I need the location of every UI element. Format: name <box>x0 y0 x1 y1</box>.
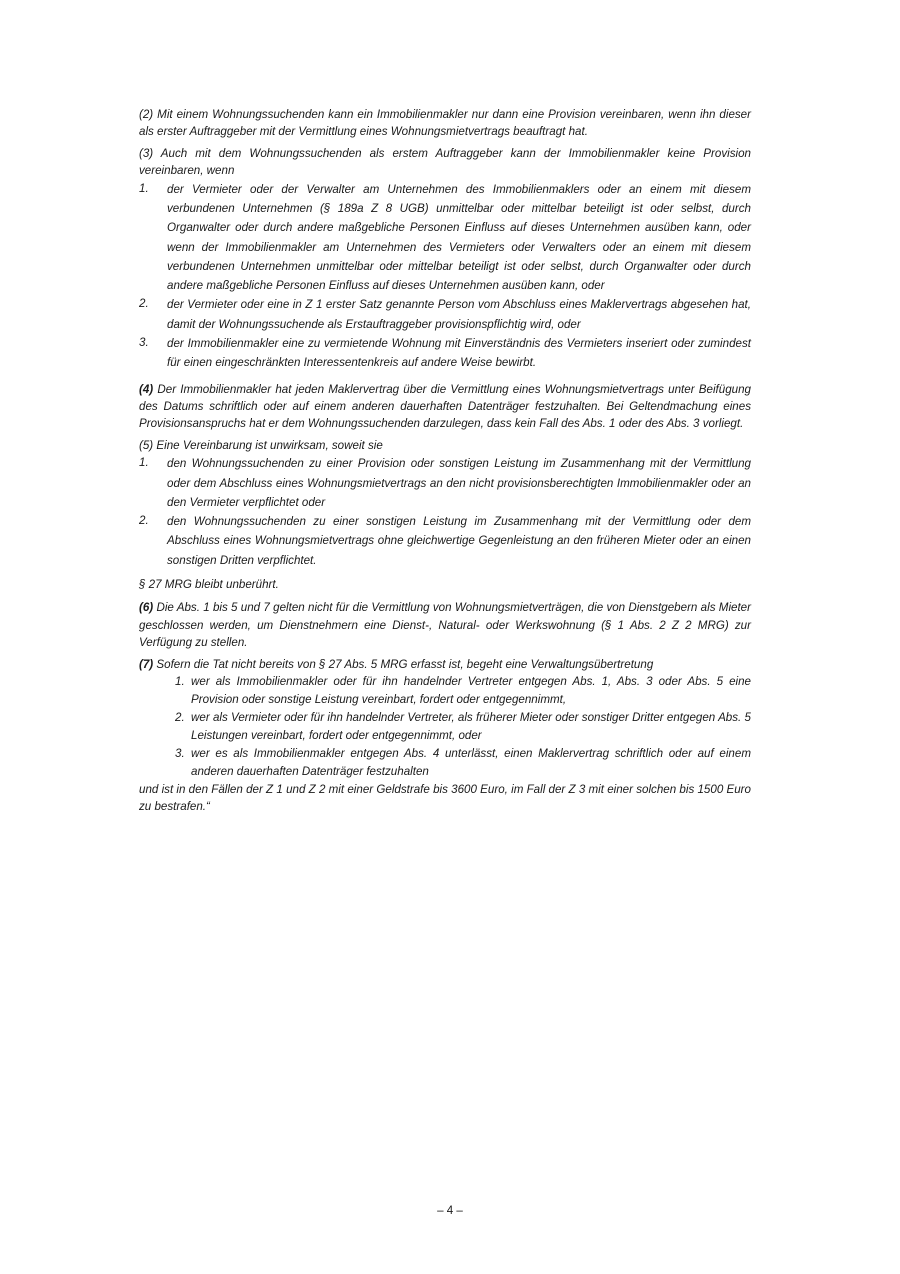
paragraph-6-text: Die Abs. 1 bis 5 und 7 gelten nicht für die Vermittlung von Wohnungsmietverträgen, die von Dienstgebern als Mieter geschlossen werden, um Dienstnehmern eine Dienst-, Natural- oder Werkswohnung (§ 1 Abs. 2 Z 2 MRG) zur Verfügung zu stellen. <box>139 601 751 650</box>
list-item-number: 1. <box>139 456 149 470</box>
list-item-text: der Vermieter oder der Verwalter am Unternehmen des Immobilienmaklers oder an einem mit diesem verbundenen Unternehmen (§ 189a Z 8 UGB) unmittelbar oder mittelbar beteiligt ist oder selbst, durch Organwalter oder durch andere maßgebliche Personen Einfluss auf dieses Unternehmen ausüben kann, oder wenn der Immobilienmakler am Unternehmen des Vermieters oder Verwalters oder an einem mit diesem verbundenen Unternehmen unmittelbar oder mittelbar beteiligt ist oder selbst, durch Organwalter oder durch andere maßgebliche Personen Einfluss auf dieses Unternehmen ausüben kann, oder <box>167 182 751 293</box>
list-item-number: 1. <box>175 675 185 689</box>
list-item <box>139 709 751 745</box>
list-item <box>139 334 751 373</box>
paragraph-4-text: Der Immobilienmakler hat jeden Maklervertrag über die Vermittlung eines Wohnungsmietvertrags unter Beifügung des Datums schriftlich oder auf einem anderen dauerhaften Datenträger festzuhalten. Bei Geltendmachung eines Provisionsanspruchs hat er dem Wohnungssuchenden darzulegen, dass kein Fall des Abs. 1 oder des Abs. 3 vorliegt. <box>139 382 751 431</box>
list-item-number: 3. <box>139 336 149 349</box>
list-item-text: wer als Vermieter oder für ihn handelnder Vertreter, als früherer Mieter oder sonstiger Dritter entgegen Abs. 5 Leistungen vereinbart, fordert oder entgegennimmt, oder <box>191 711 751 743</box>
paragraph-6 <box>139 599 751 651</box>
paragraph-4-label: (4) <box>139 382 154 396</box>
paragraph-5-closing: § 27 MRG bleibt unberührt. <box>139 578 279 591</box>
paragraph-7-label: (7) <box>139 657 154 671</box>
document-body <box>139 106 751 820</box>
paragraph-7-closing: und ist in den Fällen der Z 1 und Z 2 mit einer Geldstrafe bis 3600 Euro, im Fall der Z 3 mit einer solchen bis 1500 Euro zu bestrafen.“ <box>139 783 751 814</box>
paragraph-4 <box>139 381 751 433</box>
list-item <box>139 512 751 570</box>
list-item-number: 2. <box>175 711 185 725</box>
list-item-number: 3. <box>175 747 185 761</box>
list-item <box>139 180 751 296</box>
paragraph-3-list <box>139 180 751 373</box>
paragraph-7-text: Sofern die Tat nicht bereits von § 27 Abs. 5 MRG erfasst ist, begeht eine Verwaltungsübertretung <box>153 657 654 671</box>
list-item-text: wer es als Immobilienmakler entgegen Abs. 4 unterlässt, einen Maklervertrag schriftlich oder auf einem anderen dauerhaften Datenträger festzuhalten <box>191 747 751 779</box>
list-item <box>139 454 751 512</box>
list-item-number: 2. <box>139 514 149 528</box>
paragraph-7-list <box>139 673 751 781</box>
paragraph-5-intro: (5) Eine Vereinbarung ist unwirksam, soweit sie <box>139 438 383 452</box>
list-item-number: 1. <box>139 181 149 195</box>
paragraph-6-label: (6) <box>139 601 154 615</box>
list-item-text: der Vermieter oder eine in Z 1 erster Satz genannte Person vom Abschluss eines Maklervertrags abgesehen hat, damit der Wohnungssuchende als Erstauftraggeber provisionspflichtig wird, oder <box>167 298 751 331</box>
page-number: – 4 – <box>437 1204 463 1217</box>
list-item-number: 2. <box>139 297 149 311</box>
list-item <box>139 745 751 781</box>
list-item-text: wer als Immobilienmakler oder für ihn handelnder Vertreter entgegen Abs. 1, Abs. 3 oder Abs. 5 eine Provision oder sonstige Leistung vereinbart, fordert oder entgegennimmt, <box>191 675 751 707</box>
paragraph-3-intro: (3) Auch mit dem Wohnungssuchenden als erstem Auftraggeber kann der Immobilienmakler keine Provision vereinbaren, wenn <box>139 146 751 178</box>
list-item-text: den Wohnungssuchenden zu einer sonstigen Leistung im Zusammenhang mit der Vermittlung oder dem Abschluss eines Wohnungsmietvertrags ohne gleichwertige Gegenleistung an den früheren Mieter oder an einen sonstigen Dritten verpflichtet. <box>167 515 751 567</box>
list-item-text: den Wohnungssuchenden zu einer Provision oder sonstigen Leistung im Zusammenhang mit der Vermittlung oder dem Abschluss eines Wohnungsmietvertrags an den nicht provisionsberechtigten Immobilienmakler oder an den Vermieter verpflichtet oder <box>167 457 751 509</box>
list-item <box>139 673 751 709</box>
list-item <box>139 295 751 334</box>
paragraph-5-list <box>139 454 751 570</box>
list-item-text: der Immobilienmakler eine zu vermietende Wohnung mit Einverständnis des Vermieters inseriert oder zumindest für einen eingeschränkten Interessentenkreis auf andere Weise bewirbt. <box>167 337 751 370</box>
paragraph-2: (2) Mit einem Wohnungssuchenden kann ein Immobilienmakler nur dann eine Provision vereinbaren, wenn ihn dieser als erster Auftraggeber mit der Vermittlung eines Wohnungsmietvertrags beauftragt hat. <box>139 108 751 139</box>
paragraph-7-intro <box>139 656 751 673</box>
